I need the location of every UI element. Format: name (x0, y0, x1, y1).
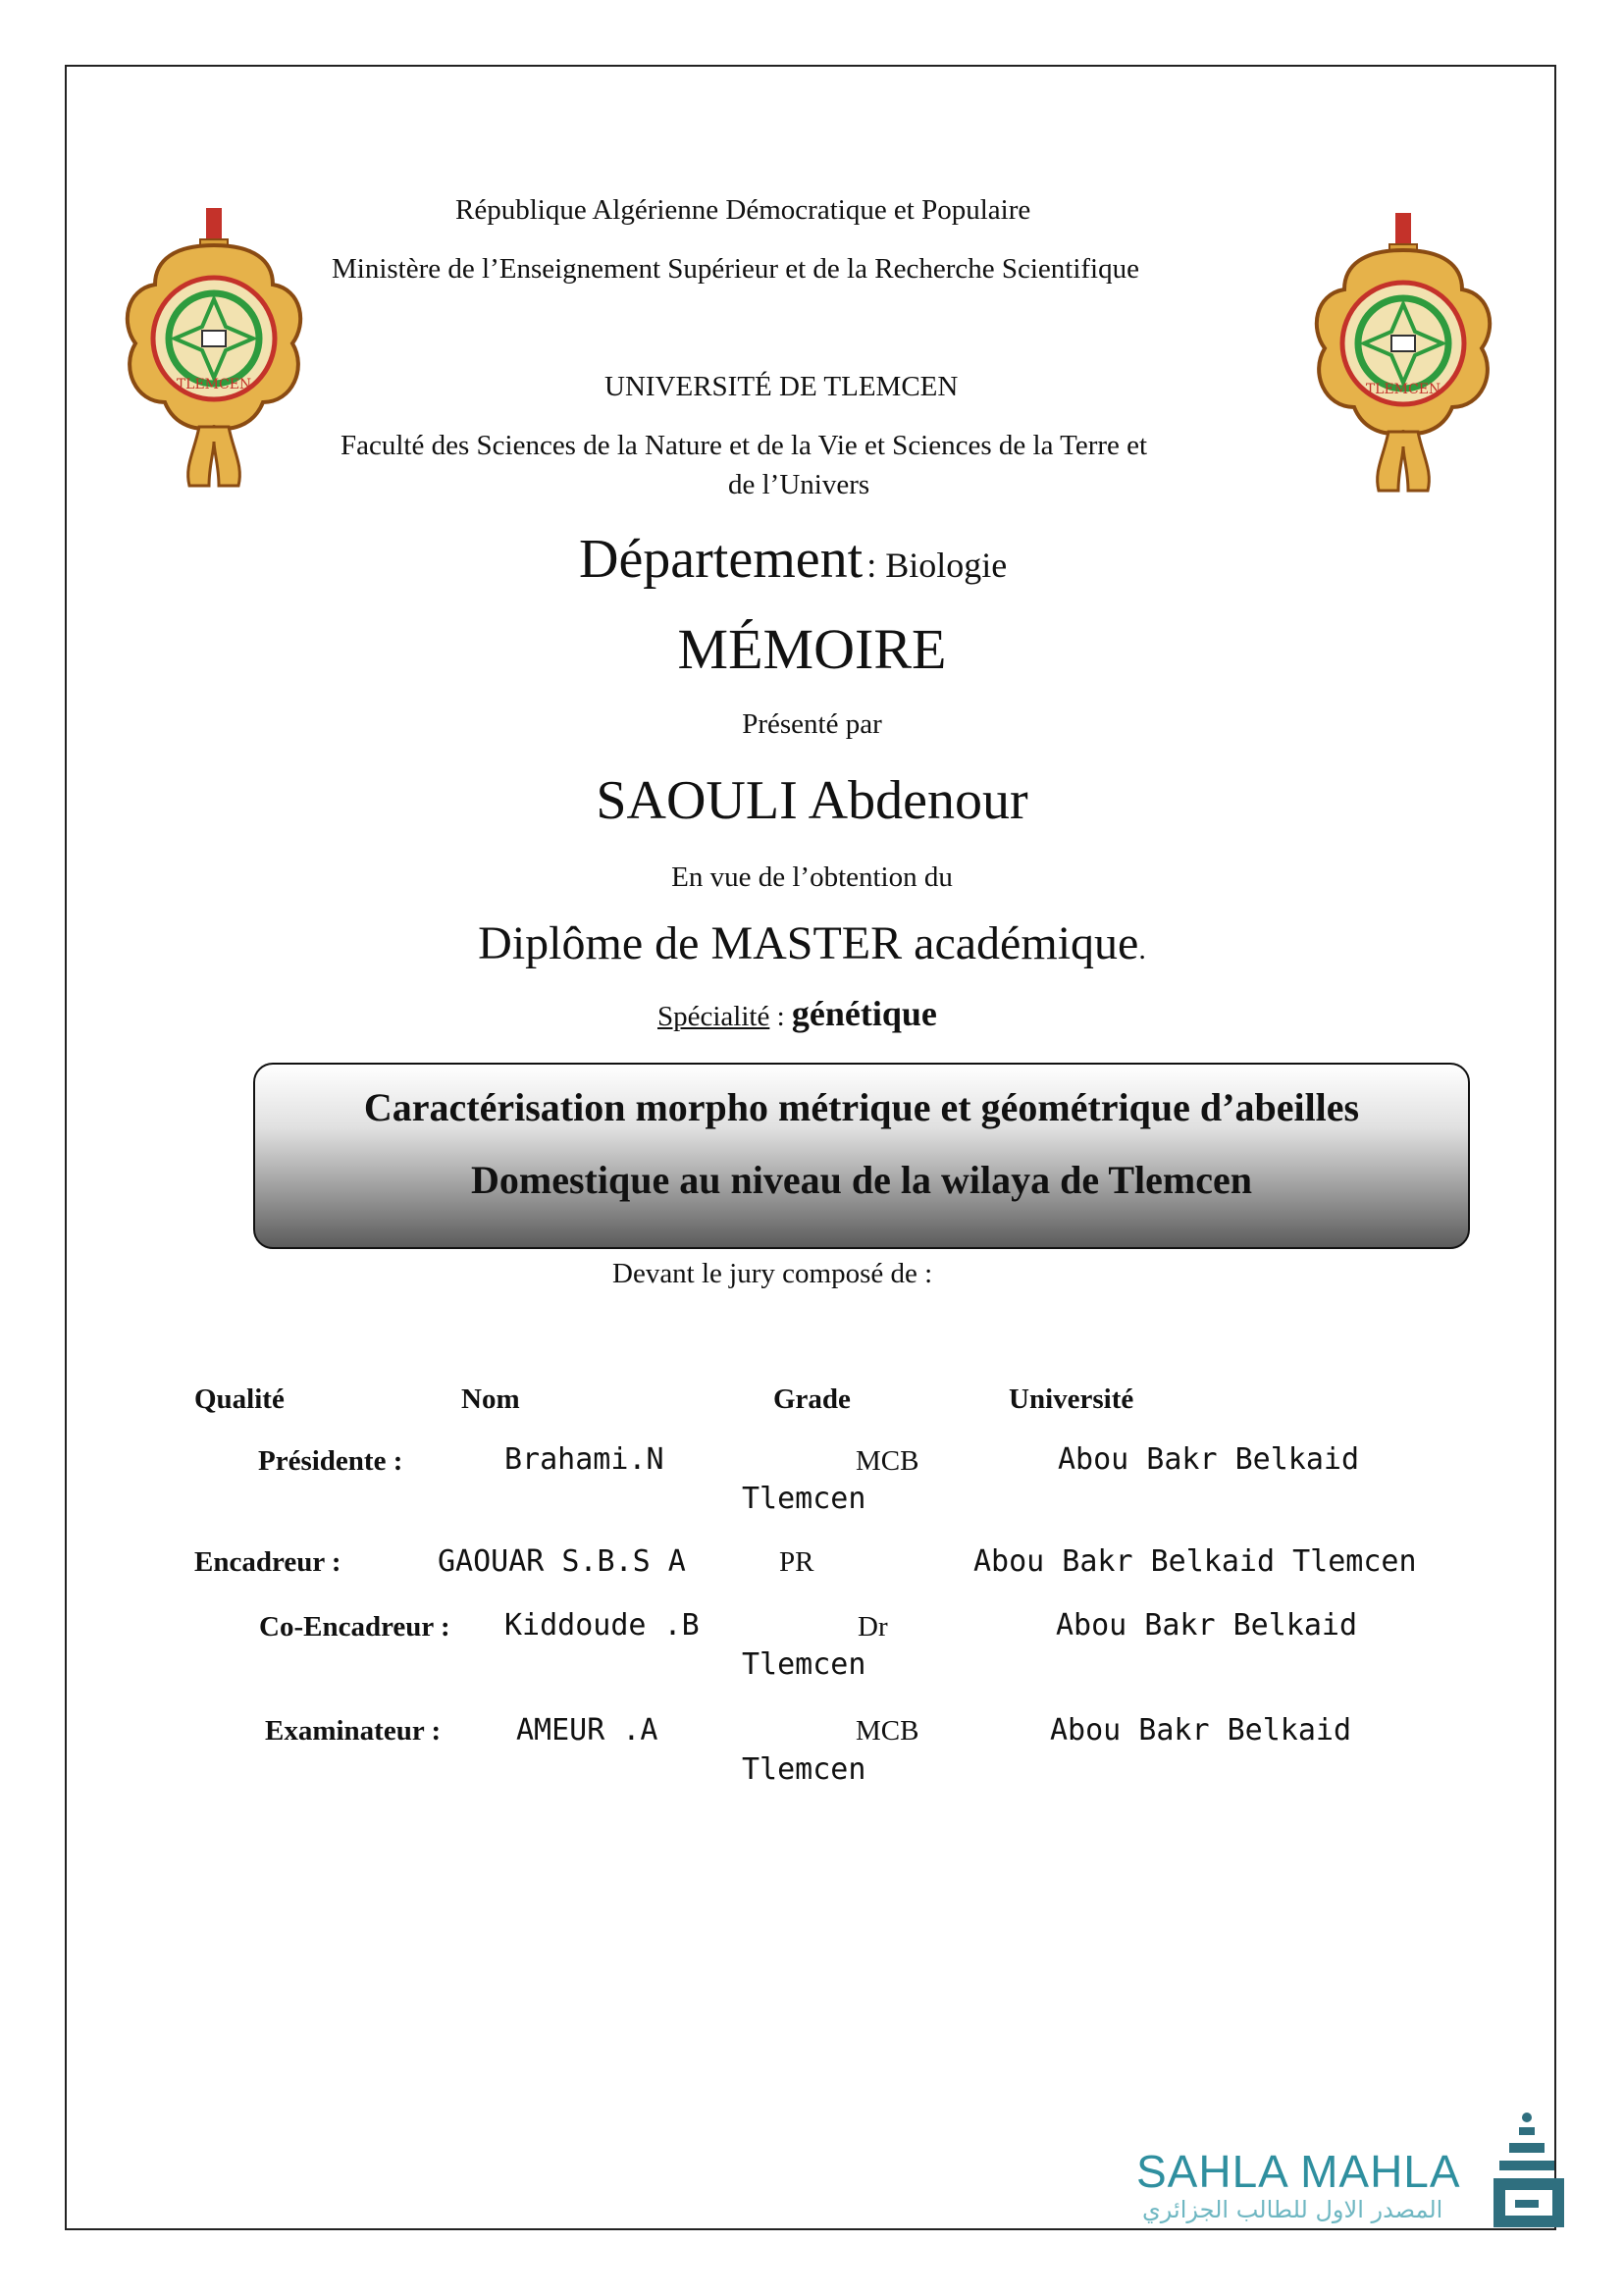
thesis-title-line-1: Caractérisation morpho métrique et géométrique d’abeilles (363, 1085, 1360, 1129)
jury-grade: Dr (858, 1611, 888, 1643)
speciality-value: génétique (791, 994, 937, 1033)
speciality-line (657, 993, 937, 1034)
author-name: SAOULI Abdenour (596, 770, 1028, 831)
jury-nom: AMEUR .A (516, 1713, 658, 1748)
jury-header-nom: Nom (461, 1383, 520, 1415)
university-name: UNIVERSITÉ DE TLEMCEN (604, 371, 959, 402)
diploma-line (0, 916, 1624, 970)
jury-qualite: Encadreur : (194, 1546, 341, 1578)
faculty-line-2: de l’Univers (728, 469, 870, 500)
speciality-sep: : (769, 1001, 792, 1032)
watermark-brand: SAHLA MAHLA (1136, 2146, 1461, 2197)
jury-qualite: Examinateur : (265, 1715, 442, 1747)
republic-line: République Algérienne Démocratique et Populaire (455, 194, 1031, 226)
jury-universite: Abou Bakr Belkaid (1056, 1608, 1358, 1643)
ministry-line: Ministère de l’Enseignement Supérieur et de la Recherche Scientifique (332, 253, 1139, 285)
department-label: Département (579, 529, 864, 590)
watermark-logo-icon (1480, 2110, 1574, 2237)
presented-by: Présenté par (742, 708, 882, 740)
diploma-dot: . (1138, 933, 1146, 965)
jury-nom: Brahami.N (504, 1442, 664, 1477)
thesis-title-line-2: Domestique au niveau de la wilaya de Tlemcen (471, 1158, 1252, 1202)
memoire-title: MÉMOIRE (677, 617, 947, 681)
jury-universite: Abou Bakr Belkaid (1058, 1442, 1360, 1477)
jury-universite: Abou Bakr Belkaid Tlemcen (973, 1544, 1417, 1579)
obtention-line: En vue de l’obtention du (671, 861, 953, 893)
jury-header-universite: Université (1009, 1383, 1134, 1415)
jury-header-qualite: Qualité (194, 1383, 285, 1415)
diploma-text: Diplôme de MASTER académique (478, 917, 1139, 969)
jury-universite-cont: Tlemcen (742, 1752, 866, 1787)
speciality-label: Spécialité (657, 1001, 770, 1032)
jury-universite-cont: Tlemcen (742, 1647, 866, 1682)
jury-qualite: Présidente : (258, 1445, 403, 1477)
watermark-tagline: المصدر الاول للطالب الجزائري (1142, 2196, 1443, 2223)
jury-header-grade: Grade (773, 1383, 851, 1415)
jury-grade: MCB (856, 1445, 919, 1477)
jury-nom: GAOUAR S.B.S A (438, 1544, 686, 1579)
logo-arc-text: TLEMCEN (176, 377, 252, 392)
logo-arc-text: TLEMCEN (1365, 382, 1441, 397)
department-heading (579, 528, 1007, 591)
jury-nom: Kiddoude .B (504, 1608, 700, 1643)
faculty-line-1: Faculté des Sciences de la Nature et de la Vie et Sciences de la Terre et (341, 430, 1148, 461)
thesis-title-box (253, 1063, 1470, 1249)
university-logo-left (116, 206, 312, 491)
jury-universite-cont: Tlemcen (742, 1482, 866, 1516)
jury-qualite: Co-Encadreur : (259, 1611, 450, 1643)
department-value: : Biologie (866, 546, 1008, 585)
jury-universite: Abou Bakr Belkaid (1050, 1713, 1352, 1748)
university-logo-right (1305, 211, 1501, 496)
jury-intro: Devant le jury composé de : (612, 1258, 933, 1289)
jury-grade: MCB (856, 1715, 919, 1747)
jury-grade: PR (779, 1546, 814, 1578)
